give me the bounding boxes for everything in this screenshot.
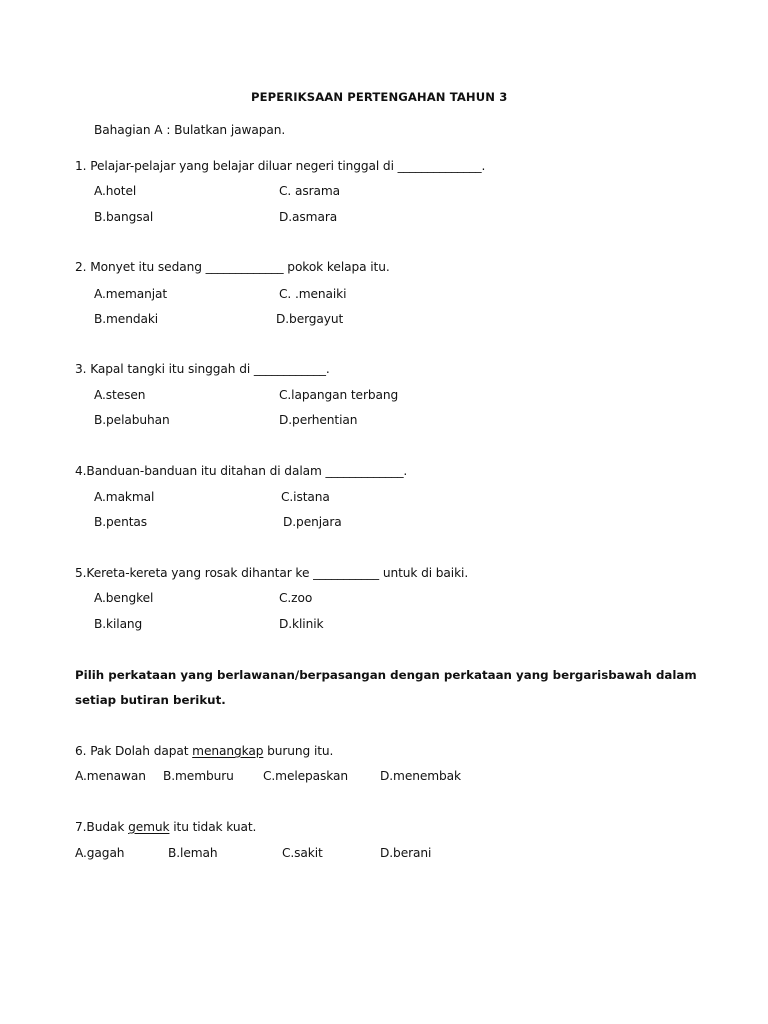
q4-option-a: A.makmal xyxy=(94,490,155,504)
q1-option-c: C. asrama xyxy=(279,184,340,198)
q1-option-b: B.bangsal xyxy=(94,210,154,224)
q1-option-a: A.hotel xyxy=(94,184,137,198)
q7-option-a: A.gagah xyxy=(75,846,125,860)
question-2: 2. Monyet itu sedang _____________ pokok kelapa itu. xyxy=(75,260,390,274)
question-1: 1. Pelajar-pelajar yang belajar diluar negeri tinggal di ______________. xyxy=(75,159,486,173)
section-b-instruction-line-1: Pilih perkataan yang berlawanan/berpasangan dengan perkataan yang bergarisbawah dalam xyxy=(75,668,697,682)
q6-option-c: C.melepaskan xyxy=(263,769,349,783)
q7-text-after: itu tidak kuat. xyxy=(169,820,257,834)
q3-option-d: D.perhentian xyxy=(279,413,358,427)
q4-option-d: D.penjara xyxy=(283,515,342,529)
q3-option-a: A.stesen xyxy=(94,388,146,402)
q2-option-b: B.mendaki xyxy=(94,312,159,326)
q2-option-d: D.bergayut xyxy=(276,312,344,326)
q5-option-a: A.bengkel xyxy=(94,591,154,605)
q6-option-b: B.memburu xyxy=(163,769,234,783)
section-b-instruction-line-2: setiap butiran berikut. xyxy=(75,693,226,707)
q7-underlined-word: gemuk xyxy=(128,820,170,834)
question-3: 3. Kapal tangki itu singgah di ____________. xyxy=(75,362,330,376)
q7-text-before: 7.Budak xyxy=(75,820,129,834)
q2-option-a: A.memanjat xyxy=(94,287,168,301)
q6-text-before: 6. Pak Dolah dapat xyxy=(75,744,193,758)
q4-option-c: C.istana xyxy=(281,490,330,504)
q5-option-c: C.zoo xyxy=(279,591,313,605)
q5-option-b: B.kilang xyxy=(94,617,143,631)
question-5: 5.Kereta-kereta yang rosak dihantar ke ___________ untuk di baiki. xyxy=(75,566,469,580)
q6-option-a: A.menawan xyxy=(75,769,146,783)
q6-option-d: D.menembak xyxy=(380,769,461,783)
section-a-instruction: Bahagian A : Bulatkan jawapan. xyxy=(94,123,286,137)
q4-option-b: B.pentas xyxy=(94,515,147,529)
question-4: 4.Banduan-banduan itu ditahan di dalam _____________. xyxy=(75,464,408,478)
q7-option-b: B.lemah xyxy=(168,846,218,860)
question-7 xyxy=(75,819,256,835)
q6-underlined-word: menangkap xyxy=(192,744,264,758)
q6-text-after: burung itu. xyxy=(263,744,334,758)
q7-option-d: D.berani xyxy=(380,846,432,860)
q5-option-d: D.klinik xyxy=(279,617,324,631)
page-title: PEPERIKSAAN PERTENGAHAN TAHUN 3 xyxy=(251,90,508,104)
q3-option-b: B.pelabuhan xyxy=(94,413,170,427)
q7-option-c: C.sakit xyxy=(282,846,323,860)
question-6 xyxy=(75,743,333,759)
q1-option-d: D.asmara xyxy=(279,210,338,224)
q3-option-c: C.lapangan terbang xyxy=(279,388,399,402)
q2-option-c: C. .menaiki xyxy=(279,287,347,301)
